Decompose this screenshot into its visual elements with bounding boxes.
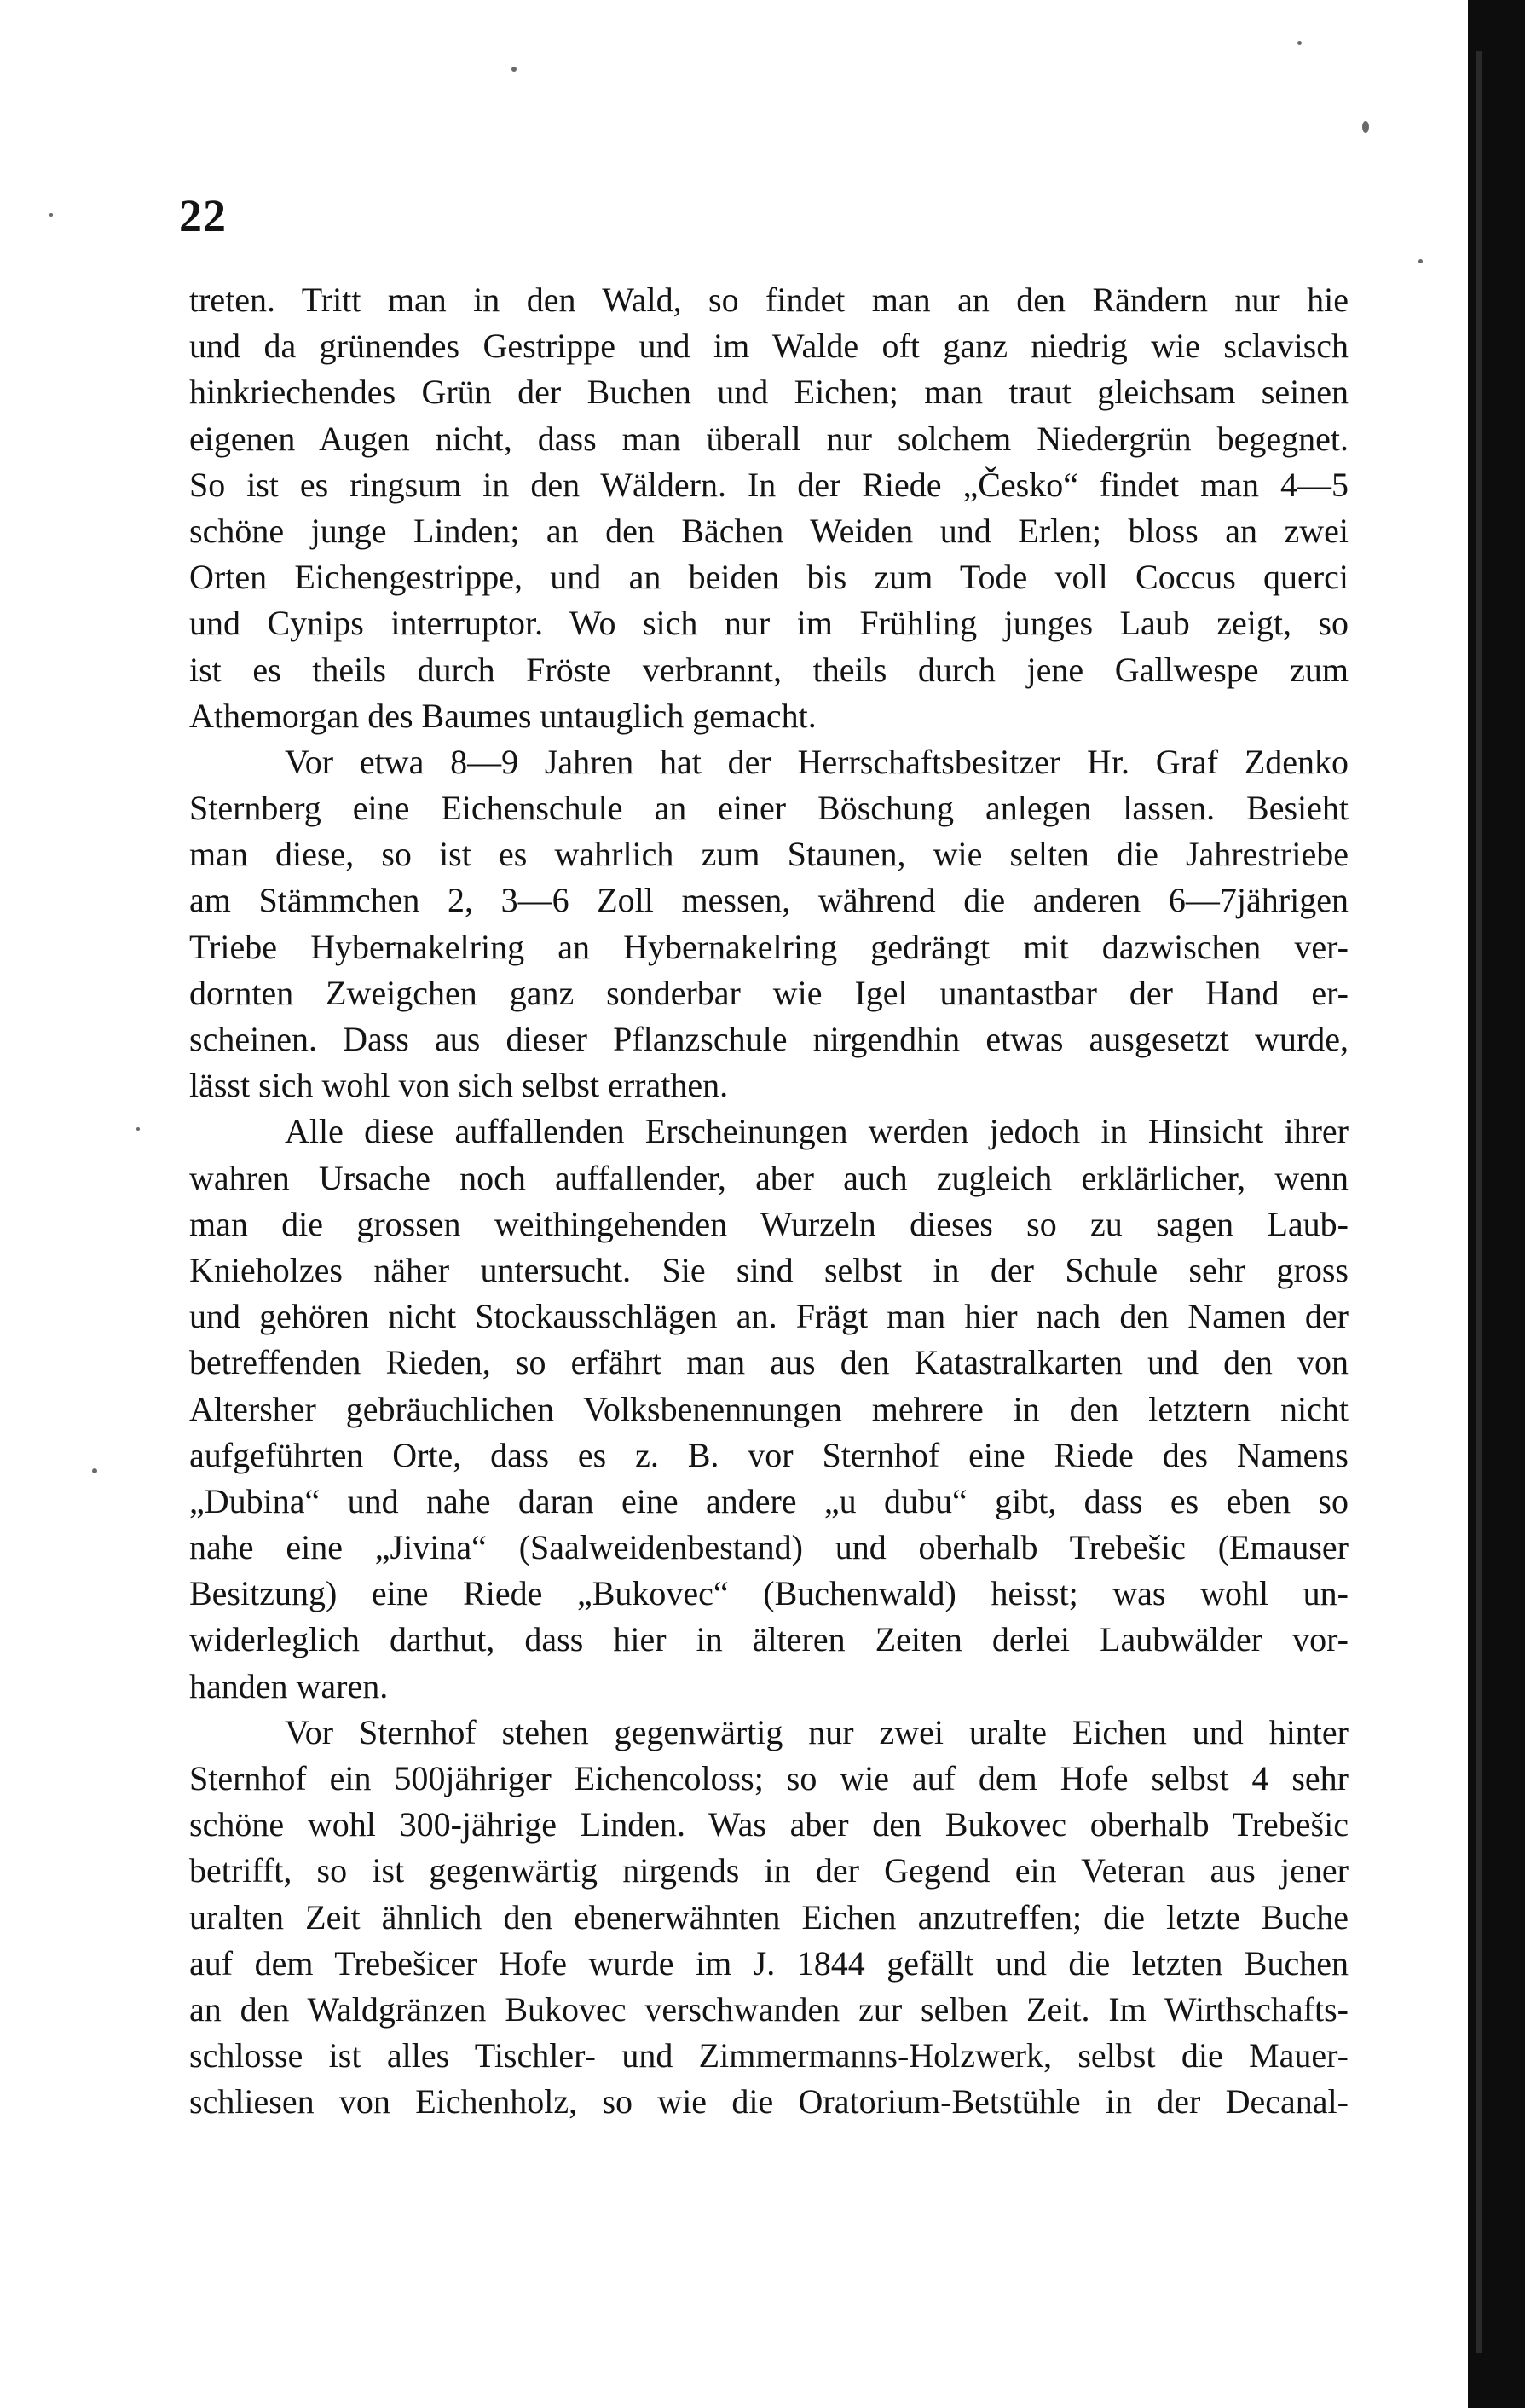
text-line: schöne junge Linden; an den Bächen Weiden und Erlen; bloss an zwei [189,511,1349,550]
text-line: Besitzung) eine Riede „Bukovec“ (Buchenwald) heisst; was wohl un- [189,1574,1349,1613]
text-line: schliesen von Eichenholz, so wie die Oratorium-Betstühle in der Decanal- [189,2082,1349,2121]
text-line: betrifft, so ist gegenwärtig nirgends in der Gegend ein Veteran aus jener [189,1851,1349,1890]
text-line: und da grünendes Gestrippe und im Walde oft ganz niedrig wie sclavisch [189,327,1349,366]
text-line: Orten Eichengestrippe, und an beiden bis zum Tode voll Coccus querci [189,558,1349,597]
page-number: 22 [179,190,227,241]
text-line: Athemorgan des Baumes untauglich gemacht. [189,696,817,735]
text-line: widerleglich darthut, dass hier in älteren Zeiten derlei Laubwälder vor- [189,1620,1349,1659]
scan-speck [1418,259,1423,263]
scan-speck [92,1468,97,1473]
text-line: lässt sich wohl von sich selbst errathen. [189,1066,729,1105]
text-line: am Stämmchen 2, 3—6 Zoll messen, während die anderen 6—7jährigen [189,881,1349,920]
text-line: man die grossen weithingehenden Wurzeln dieses so zu sagen Laub- [189,1204,1349,1243]
text-line: Vor Sternhof stehen gegenwärtig nur zwei uralte Eichen und hinter [285,1712,1349,1751]
text-line: schöne wohl 300-jährige Linden. Was aber den Bukovec oberhalb Trebešic [189,1805,1349,1844]
scan-speck [136,1127,140,1131]
text-line: So ist es ringsum in den Wäldern. In der Riede „Česko“ findet man 4—5 [189,465,1349,504]
text-line: Alle diese auffallenden Erscheinungen werden jedoch in Hinsicht ihrer [285,1112,1349,1151]
text-line: aufgeführten Orte, dass es z. B. vor Sternhof eine Riede des Namens [189,1435,1349,1474]
text-line: schlosse ist alles Tischler- und Zimmermanns-Holzwerk, selbst die Mauer- [189,2036,1349,2075]
text-line: und Cynips interruptor. Wo sich nur im Frühling junges Laub zeigt, so [189,604,1349,643]
binding-edge [1476,51,1482,2353]
text-line: Knieholzes näher untersucht. Sie sind selbst in der Schule sehr gross [189,1250,1349,1289]
text-line: Vor etwa 8—9 Jahren hat der Herrschaftsbesitzer Hr. Graf Zdenko [285,742,1349,781]
text-line: hinkriechendes Grün der Buchen und Eichen; man traut gleichsam seinen [189,373,1349,412]
text-line: und gehören nicht Stockausschlägen an. Frägt man hier nach den Namen der [189,1297,1349,1336]
text-line: nahe eine „Jivina“ (Saalweidenbestand) und oberhalb Trebešic (Emauser [189,1528,1349,1567]
text-line: Triebe Hybernakelring an Hybernakelring gedrängt mit dazwischen ver- [189,927,1349,966]
text-line: an den Waldgränzen Bukovec verschwanden zur selben Zeit. Im Wirthschafts- [189,1989,1349,2029]
scan-speck [511,67,517,72]
scan-speck [1297,41,1302,45]
text-line: „Dubina“ und nahe daran eine andere „u dubu“ gibt, dass es eben so [189,1481,1349,1520]
text-line: dornten Zweigchen ganz sonderbar wie Igel unantastbar der Hand er- [189,973,1349,1012]
text-line: treten. Tritt man in den Wald, so findet man an den Rändern nur hie [189,281,1349,319]
scan-speck [1362,121,1369,133]
text-line: ist es theils durch Fröste verbrannt, theils durch jene Gallwespe zum [189,650,1349,689]
text-line: uralten Zeit ähnlich den ebenerwähnten Eichen anzutreffen; die letzte Buche [189,1897,1349,1936]
text-line: Sternberg eine Eichenschule an einer Böschung anlegen lassen. Besieht [189,789,1349,828]
text-line: man diese, so ist es wahrlich zum Staunen, wie selten die Jahrestriebe [189,835,1349,874]
text-line: wahren Ursache noch auffallender, aber auch zugleich erklärlicher, wenn [189,1158,1349,1197]
text-line: Altersher gebräuchlichen Volksbenennungen mehrere in den letztern nicht [189,1389,1349,1428]
text-line: handen waren. [189,1666,389,1705]
text-line: betreffenden Rieden, so erfährt man aus den Katastralkarten und den von [189,1343,1349,1382]
scan-speck [49,213,53,217]
text-line: scheinen. Dass aus dieser Pflanzschule nirgendhin etwas ausgesetzt wurde, [189,1020,1349,1058]
text-line: auf dem Trebešicer Hofe wurde im J. 1844 gefällt und die letzten Buchen [189,1943,1349,1983]
body-text [189,277,1349,2126]
text-line: Sternhof ein 500jähriger Eichencoloss; so wie auf dem Hofe selbst 4 sehr [189,1759,1349,1797]
text-line: eigenen Augen nicht, dass man überall nur solchem Niedergrün begegnet. [189,419,1349,458]
